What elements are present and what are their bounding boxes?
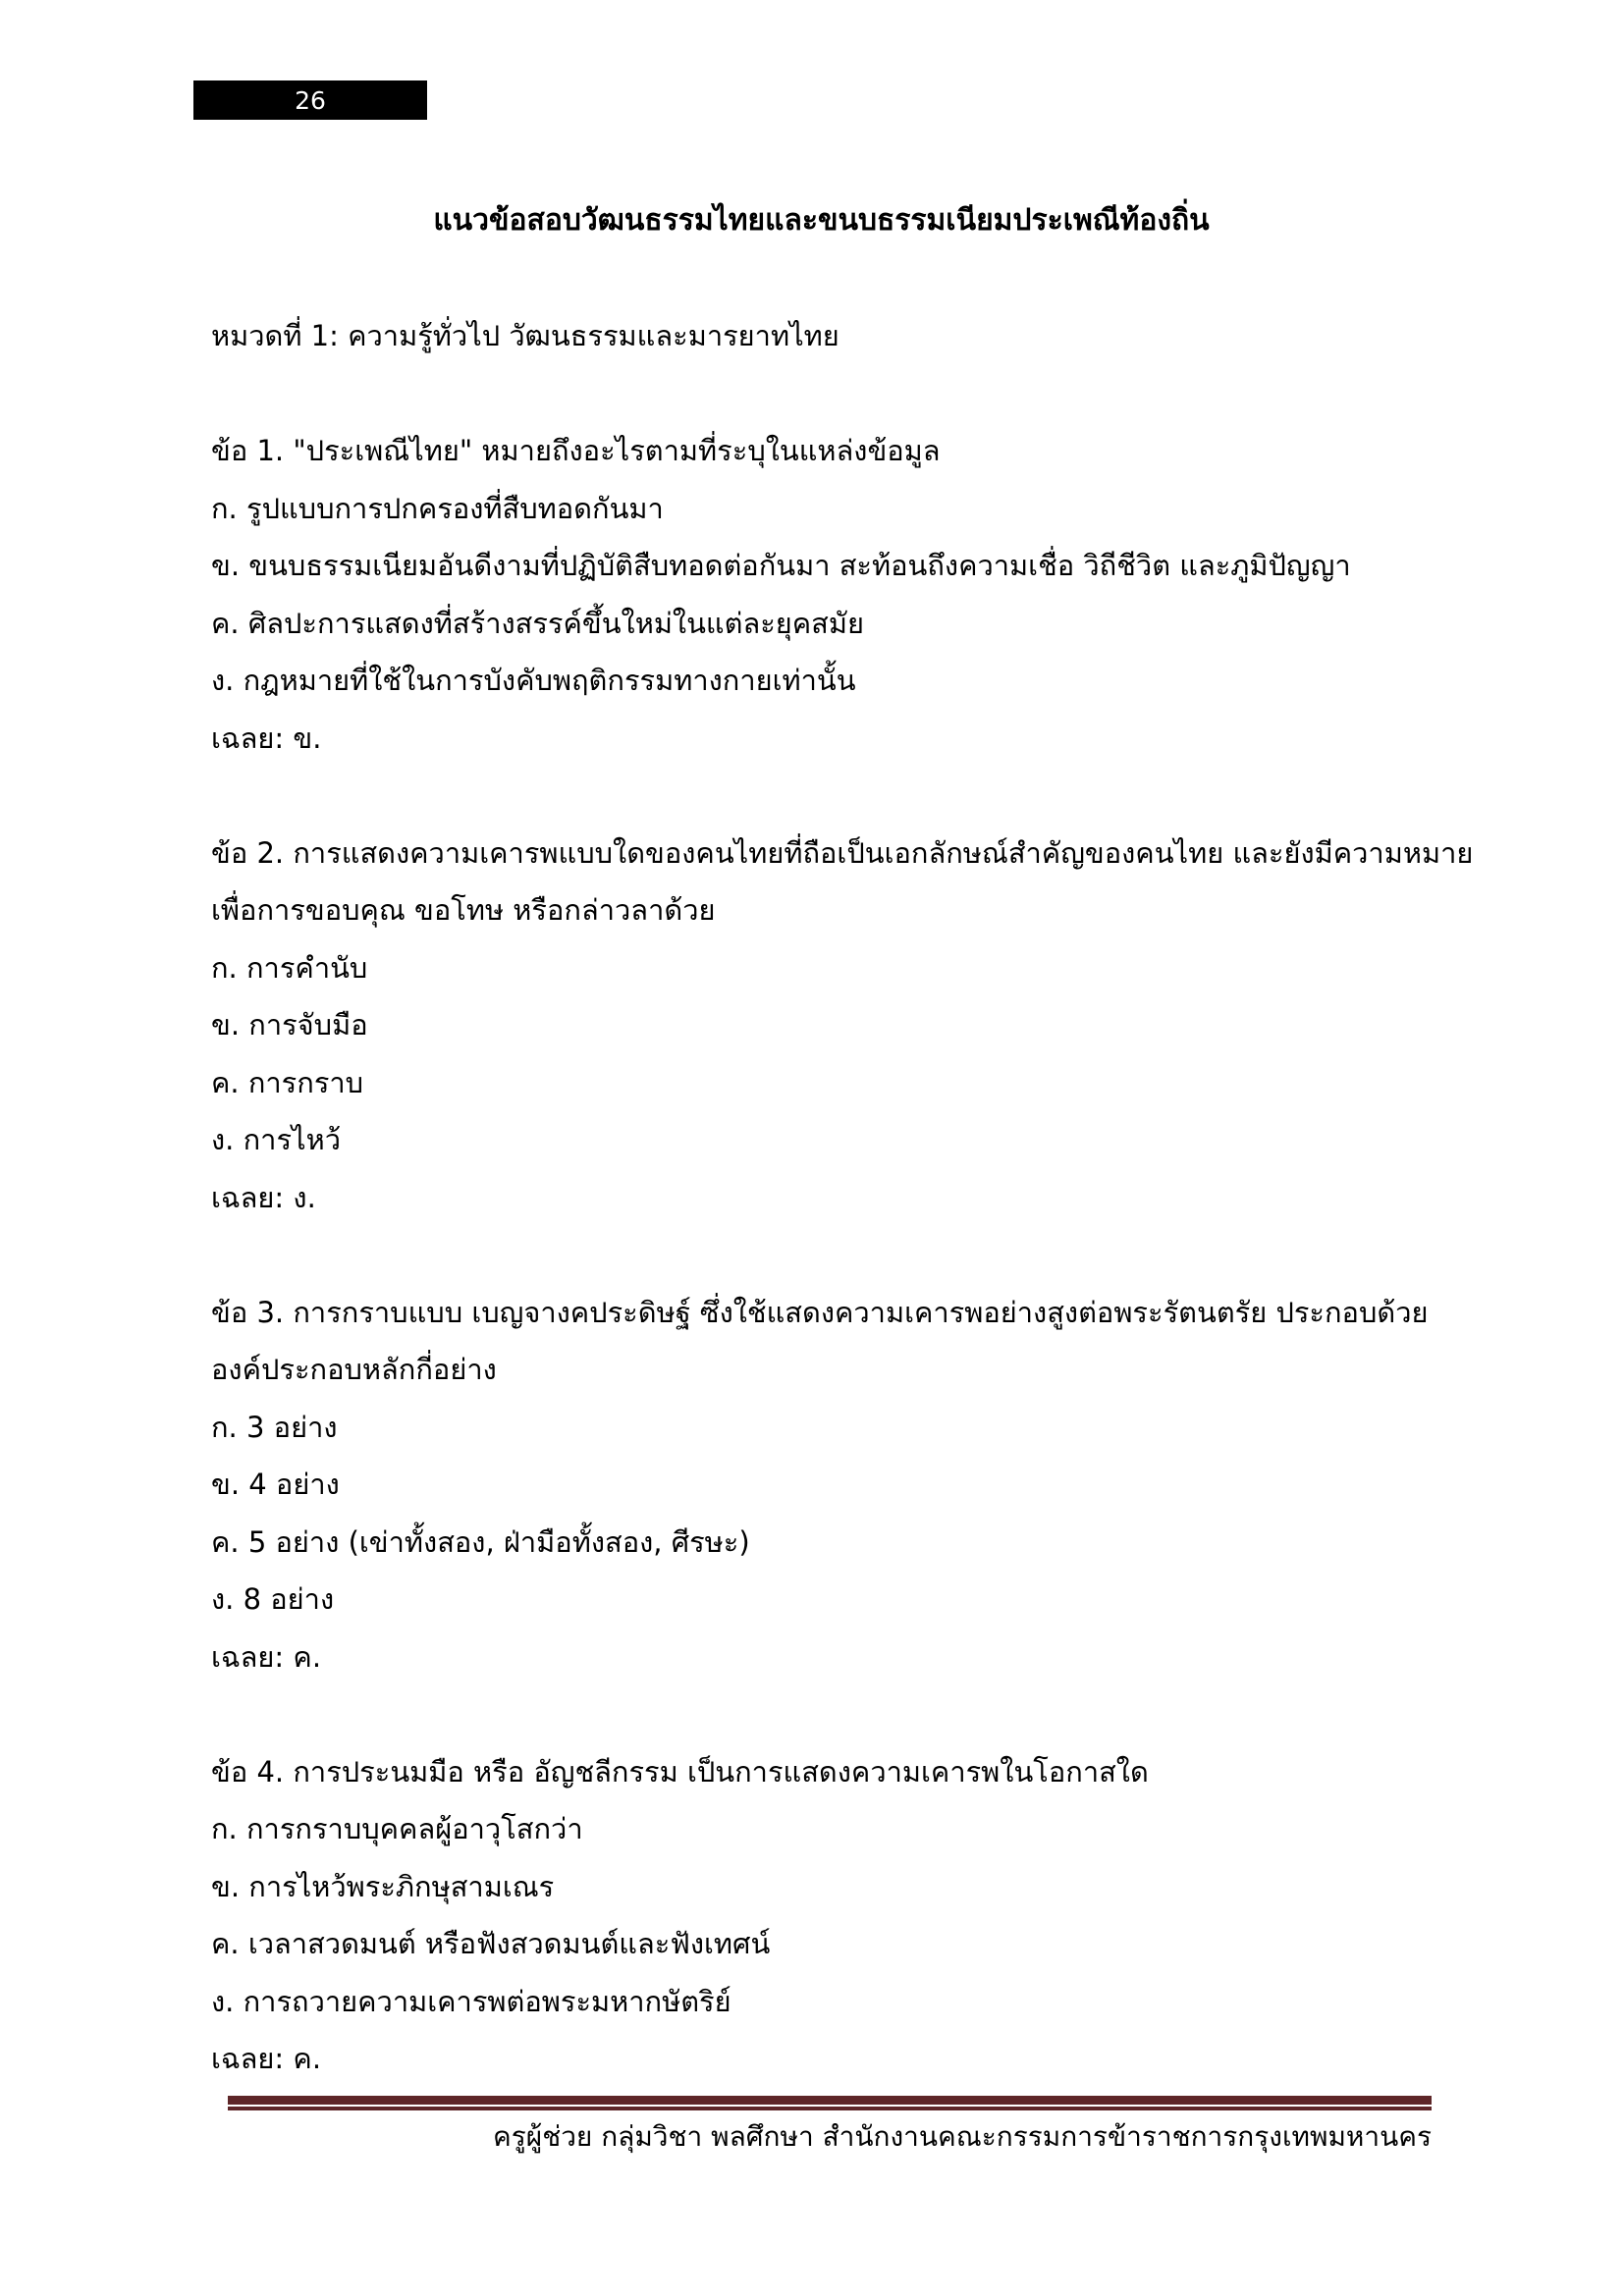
question-1-choice-a: ก. รูปแบบการปกครองที่สืบทอดกันมา: [211, 491, 664, 525]
question-2-choice-d: ง. การไหว้: [211, 1123, 342, 1156]
question-2: [211, 825, 1474, 1227]
question-3: [211, 1284, 1432, 1686]
question-1-answer: เฉลย: ข.: [211, 721, 322, 755]
question-2-choice-b: ข. การจับมือ: [211, 1008, 368, 1041]
question-1-choice-c: ค. ศิลปะการแสดงที่สร้างสรรค์ขึ้นใหม่ในแต่ละยุคสมัย: [211, 606, 864, 640]
blank-line: [211, 1226, 1432, 1284]
footer-divider-thin-line: [228, 2107, 1432, 2110]
question-1-text: ข้อ 1. "ประเพณีไทย" หมายถึงอะไรตามที่ระบุในแหล่งข้อมูล: [211, 434, 941, 467]
document-title: แนวข้อสอบวัฒนธรรมไทยและขนบธรรมเนียมประเพณีท้องถิ่น: [433, 203, 1210, 238]
question-3-text-line-2: องค์ประกอบหลักกี่อย่าง: [211, 1353, 497, 1386]
question-4: [211, 1743, 1432, 2088]
question-3-choice-d: ง. 8 อย่าง: [211, 1582, 335, 1616]
question-2-text-line-2: เพื่อการขอบคุณ ขอโทษ หรือกล่าวลาด้วย: [211, 893, 716, 927]
question-4-answer: เฉลย: ค.: [211, 2042, 322, 2075]
blank-line: [211, 767, 1432, 825]
blank-line: [211, 250, 1432, 308]
question-4-choice-d: ง. การถวายความเคารพต่อพระมหากษัตริย์: [211, 1984, 731, 2018]
question-3-text-line-1: ข้อ 3. การกราบแบบ เบญจางคประดิษฐ์ ซึ่งใช้แสดงความเคารพอย่างสูงต่อพระรัตนตรัย ประกอบด้วย: [211, 1295, 1429, 1329]
question-2-answer: เฉลย: ง.: [211, 1180, 316, 1214]
page-number-box: [193, 80, 427, 120]
question-3-answer: เฉลย: ค.: [211, 1639, 322, 1674]
blank-line: [211, 365, 1432, 423]
question-4-choice-c: ค. เวลาสวดมนต์ หรือฟังสวดมนต์และฟังเทศน์: [211, 1927, 771, 1960]
footer-divider-thick-line: [228, 2096, 1432, 2105]
question-4-choice-a: ก. การกราบบุคคลผู้อาวุโสกว่า: [211, 1812, 583, 1845]
document-content: [211, 192, 1474, 2088]
question-2-text-line-1: ข้อ 2. การแสดงความเคารพแบบใดของคนไทยที่ถือเป็นเอกลักษณ์สำคัญของคนไทย และยังมีความหมาย: [211, 835, 1474, 870]
page-number: 26: [295, 85, 326, 115]
question-1: [211, 422, 1432, 767]
blank-line: [211, 1685, 1432, 1743]
question-3-choice-a: ก. 3 อย่าง: [211, 1410, 338, 1444]
section-heading: หมวดที่ 1: ความรู้ทั่วไป วัฒนธรรมและมารยาทไทย: [211, 319, 839, 352]
question-3-choice-c: ค. 5 อย่าง (เข่าทั้งสอง, ฝ่ามือทั้งสอง, ศีรษะ): [211, 1524, 750, 1559]
question-2-choice-c: ค. การกราบ: [211, 1065, 364, 1099]
footer-credit: ครูผู้ช่วย กลุ่มวิชา พลศึกษา สำนักงานคณะกรรมการข้าราชการกรุงเทพมหานคร: [493, 2120, 1432, 2153]
question-2-choice-a: ก. การคำนับ: [211, 950, 368, 985]
question-4-choice-b: ข. การไหว้พระภิกษุสามเณร: [211, 1869, 555, 1903]
question-4-text: ข้อ 4. การประนมมือ หรือ อัญชลีกรรม เป็นการแสดงความเคารพในโอกาสใด: [211, 1754, 1149, 1789]
question-1-choice-d: ง. กฎหมายที่ใช้ในการบังคับพฤติกรรมทางกายเท่านั้น: [211, 664, 856, 697]
question-3-choice-b: ข. 4 อย่าง: [211, 1468, 340, 1501]
footer-divider: [228, 2096, 1432, 2110]
question-1-choice-b: ข. ขนบธรรมเนียมอันดีงามที่ปฏิบัติสืบทอดต่อกันมา สะท้อนถึงความเชื่อ วิถีชีวิต และภูมิปัญญา: [211, 549, 1351, 582]
